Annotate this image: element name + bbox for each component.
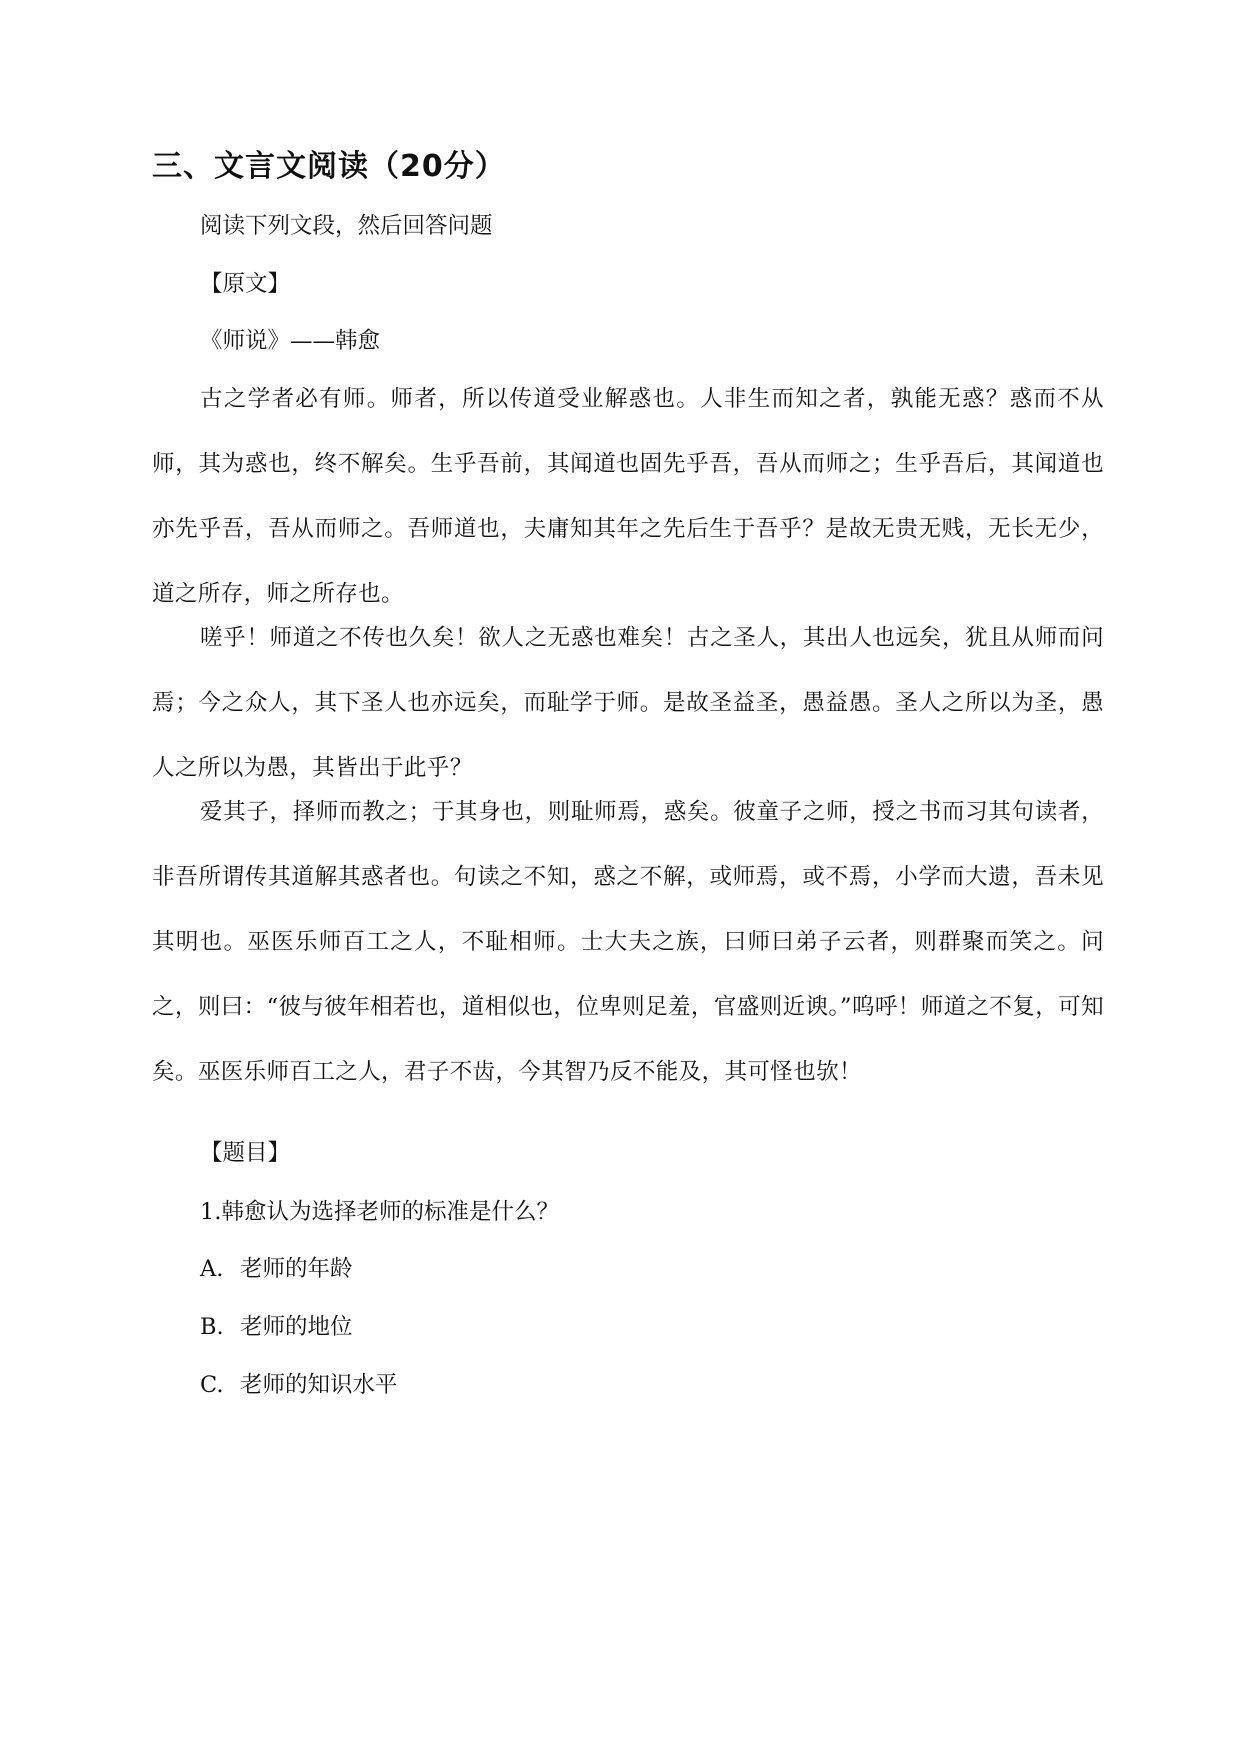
passage-paragraph-1: 古之学者必有师。师者，所以传道受业解惑也。人非生而知之者，孰能无惑？惑而不从师，其为惑也，终不解矣。生乎吾前，其闻道也固先乎吾，吾从而师之；生乎吾后，其闻道也亦先乎吾，吾从而师之。吾师道也，夫庸知其年之先后生于吾乎？是故无贵无贱，无长无少，道之所存，师之所存也。	[152, 386, 1104, 607]
text-title: 《师说》——韩愈	[200, 328, 381, 354]
option-text: 老师的地位	[240, 1314, 353, 1340]
question-1-stem: 1.韩愈认为选择老师的标准是什么？	[200, 1199, 559, 1225]
questions-label: 【题目】	[200, 1140, 291, 1166]
instruction-text: 阅读下列文段，然后回答问题	[200, 213, 493, 239]
passage-paragraph-3: 爱其子，择师而教之；于其身也，则耻师焉，惑矣。彼童子之师，授之书而习其句读者，非吾所谓传其道解其惑者也。句读之不知，惑之不解，或师焉，或不焉，小学而大遗，吾未见其明也。巫医乐师百工之人，不耻相师。士大夫之族，曰师曰弟子云者，则群聚而笑之。问之，则曰：“彼与彼年相若也，道相似也，位卑则足羞，官盛则近谀。”呜呼！师道之不复，可知矣。巫医乐师百工之人，君子不齿，今其智乃反不能及，其可怪也欤！	[152, 799, 1104, 1085]
option-text: 老师的知识水平	[240, 1372, 398, 1398]
option-text: 老师的年龄	[240, 1256, 353, 1282]
option-label: C.	[200, 1372, 224, 1398]
original-text-label: 【原文】	[200, 271, 291, 297]
option-label: B.	[200, 1314, 224, 1340]
question-1-option-c	[200, 1369, 398, 1401]
question-1-option-b	[200, 1311, 353, 1343]
question-1-option-a	[200, 1253, 353, 1285]
passage-paragraph-2: 嗟乎！师道之不传也久矣！欲人之无惑也难矣！古之圣人，其出人也远矣，犹且从师而问焉；今之众人，其下圣人也亦远矣，而耻学于师。是故圣益圣，愚益愚。圣人之所以为圣，愚人之所以为愚，其皆出于此乎？	[152, 625, 1104, 781]
option-label: A.	[200, 1256, 224, 1282]
section-heading: 三、文言文阅读（20分）	[152, 149, 506, 184]
